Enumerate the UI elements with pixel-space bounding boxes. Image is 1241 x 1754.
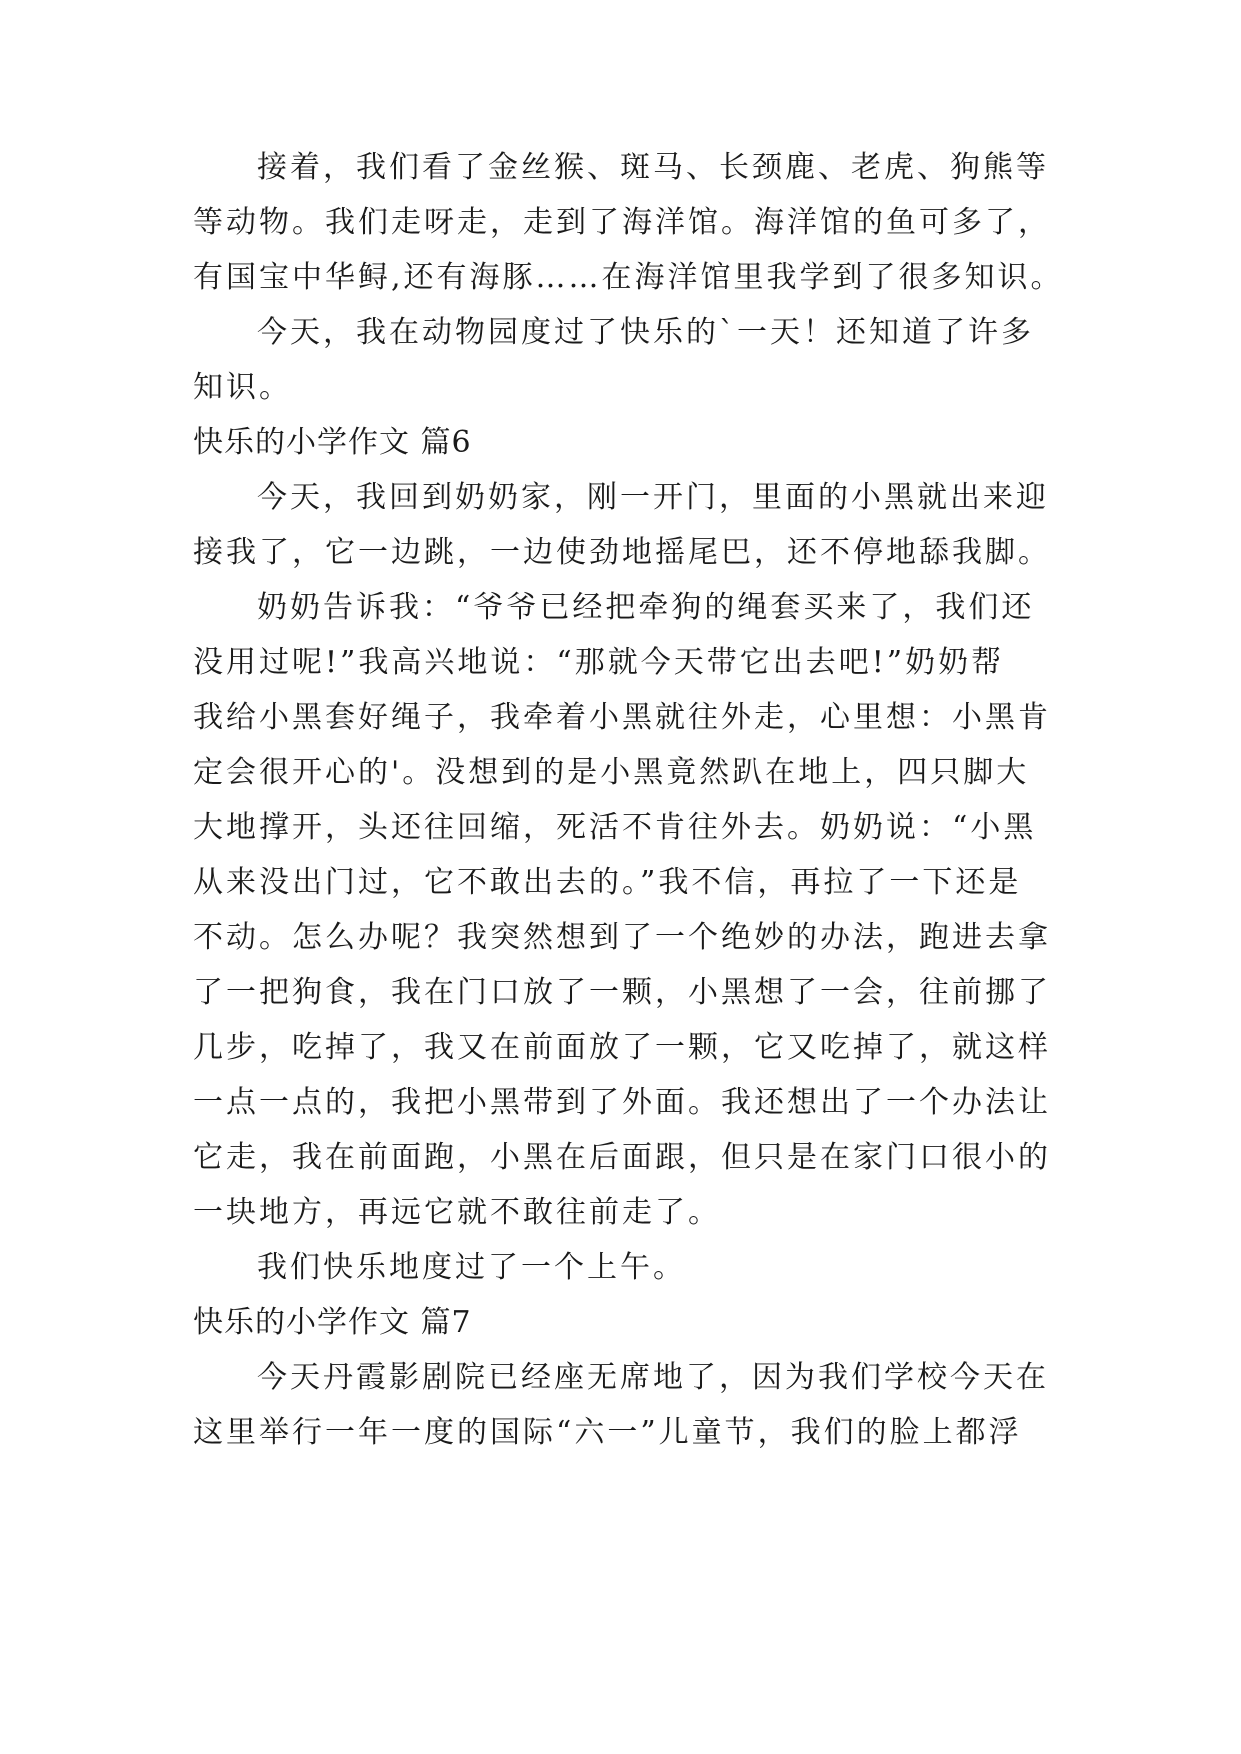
paragraph-line: 接着，我们看了金丝猴、斑马、长颈鹿、老虎、狗熊等 [257,150,1049,185]
paragraph-line: 了一把狗食，我在门口放了一颗，小黑想了一会，往前挪了 [193,975,1051,1010]
paragraph-line: 一点一点的，我把小黑带到了外面。我还想出了一个办法让 [193,1085,1051,1120]
paragraph-line: 今天，我在动物园度过了快乐的`一天！还知道了许多 [257,315,1034,350]
paragraph-line: 大地撑开，头还往回缩，死活不肯往外去。奶奶说：“小黑 [193,810,1037,845]
paragraph-line: 知识。 [193,370,292,405]
paragraph-line: 它走，我在前面跑，小黑在后面跟，但只是在家门口很小的 [193,1140,1051,1175]
paragraph-line: 今天，我回到奶奶家，刚一开门，里面的小黑就出来迎 [257,480,1049,515]
paragraph-line: 一块地方，再远它就不敢往前走了。 [193,1195,721,1230]
paragraph-line: 我们快乐地度过了一个上午。 [257,1250,686,1285]
paragraph-line: 几步，吃掉了，我又在前面放了一颗，它又吃掉了，就这样 [193,1030,1051,1065]
paragraph-line: 没用过呢!”我高兴地说：“那就今天带它出去吧!”奶奶帮 [193,645,1005,680]
section-heading-7: 快乐的小学作文 篇7 [193,1305,472,1340]
paragraph-line: 有国宝中华鲟,还有海豚……在海洋馆里我学到了很多知识。 [193,260,1064,295]
paragraph-line: 这里举行一年一度的国际“六一”儿童节，我们的脸上都浮 [193,1415,1022,1450]
paragraph-line: 不动。怎么办呢？我突然想到了一个绝妙的办法，跑进去拿 [193,920,1051,955]
section-heading-6: 快乐的小学作文 篇6 [193,425,472,460]
paragraph-line: 定会很开心的'。没想到的是小黑竟然趴在地上，四只脚大 [193,755,1030,790]
paragraph-line: 奶奶告诉我：“爷爷已经把牵狗的绳套买来了，我们还 [257,590,1035,625]
paragraph-line: 从来没出门过，它不敢出去的。”我不信，再拉了一下还是 [193,865,1022,900]
paragraph-line: 接我了，它一边跳，一边使劲地摇尾巴，还不停地舔我脚。 [193,535,1051,570]
paragraph-line: 我给小黑套好绳子，我牵着小黑就往外走，心里想：小黑肯 [193,700,1051,735]
paragraph-line: 今天丹霞影剧院已经座无席地了，因为我们学校今天在 [257,1360,1049,1395]
paragraph-line: 等动物。我们走呀走，走到了海洋馆。海洋馆的鱼可多了， [193,205,1051,240]
